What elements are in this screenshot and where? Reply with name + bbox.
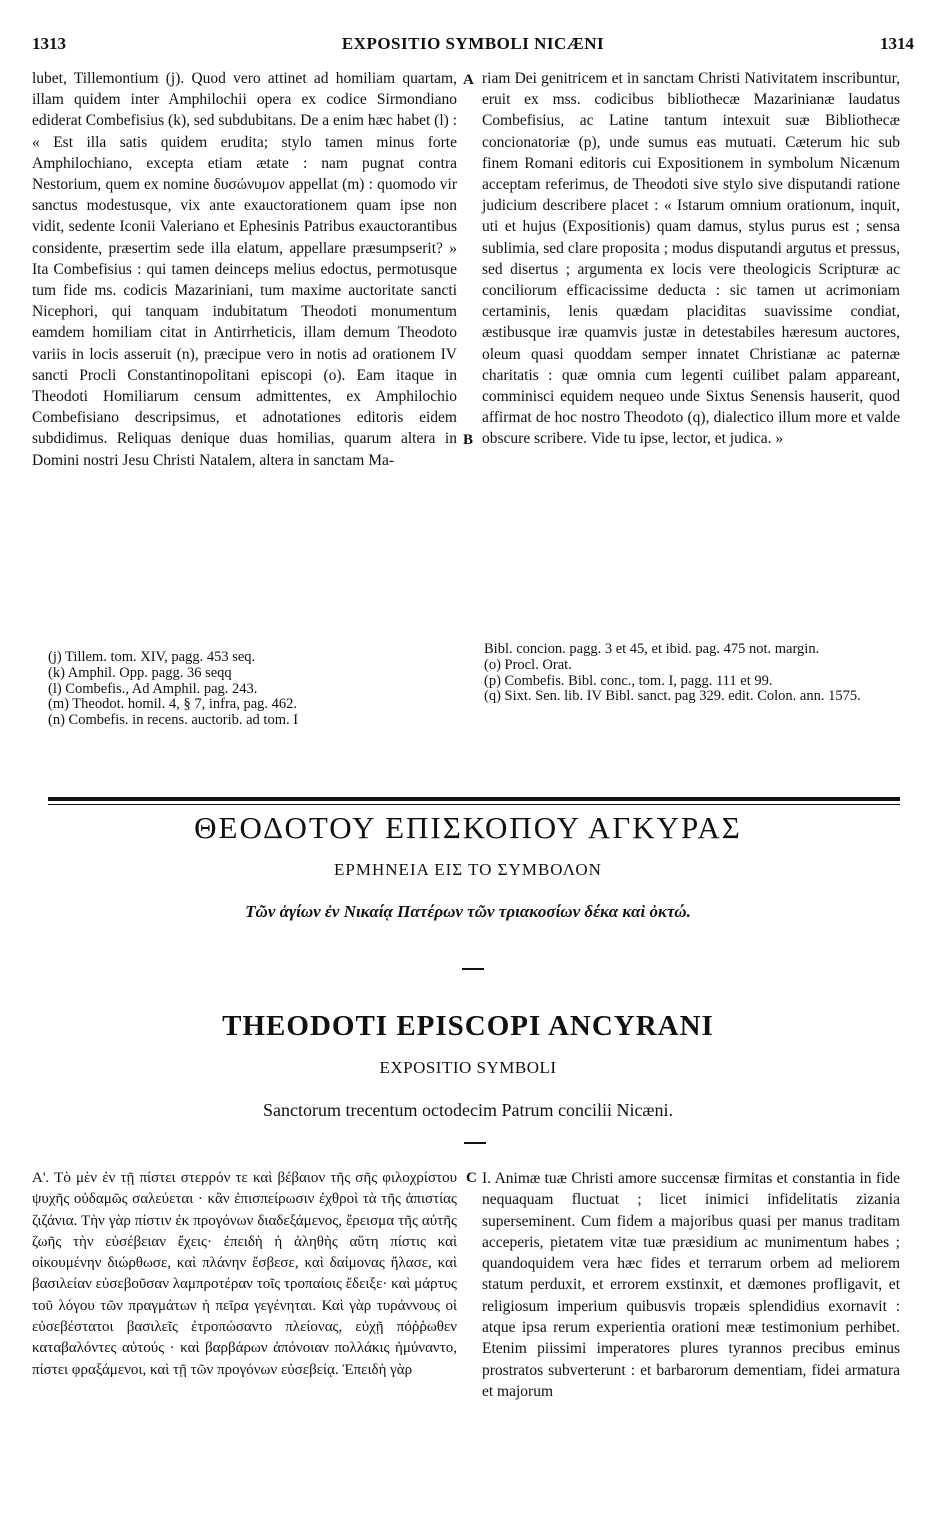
page-number-right: 1314 (880, 34, 914, 53)
footnote-l: (l) Combefis., Ad Amphil. pag. 243. (48, 680, 258, 697)
footnote-q: (q) Sixt. Sen. lib. IV Bibl. sanct. pag 329. edit. Colon. ann. 1575. (484, 688, 861, 705)
margin-letter-b: B (463, 432, 474, 448)
running-title: EXPOSITIO SYMBOLI NICÆNI (341, 34, 605, 53)
latin-paragraph: I. Animæ tuæ Christi amore succensæ firmitas et constantia in fide nequaquam fluctuat ; licet inimici infidelitatis zizania superseminent. Cum fidem a majoribus quasi per manus traditam acceperis, pietatem vitæ tuæ præsidium ac munimentum habes ; quandoquidem vera hæc fides et terrarum orbem ad meliorem statum perduxit, et errorem exstinxit, et dæmones profligavit, et religiosum imperium quibusvis tropæis splendidius exornavit : atque ipsa rerum experientia orationi meæ testimonium perhibet. Etenim piissimi imperatores plures tyrannos precibus eminus prostratos subverterunt : et barbarorum dementiam, fidei armatura et majorum (482, 1170, 900, 1400)
greek-subtitle-2: Τῶν ἁγίων ἐν Νικαίᾳ Πατέρων τῶν τριακοσίων δέκα καὶ ὀκτώ. (245, 902, 691, 921)
footnote-m: (m) Theodot. homil. 4, § 7, infra, pag. 462. (48, 696, 298, 713)
running-header (32, 34, 914, 58)
section-rule-thick (48, 797, 900, 801)
footnote-p: (p) Combefis. Bibl. conc., tom. I, pagg. 111 et 99. (484, 672, 773, 689)
greek-subtitle: ΕΡΜΗΝΕΙΑ ΕΙΣ ΤΟ ΣΥΜΒΟΛΟΝ (334, 860, 602, 879)
section-rule-thin (48, 804, 900, 805)
divider-dash-2 (464, 1142, 486, 1144)
latin-text-column (482, 1168, 900, 1402)
footnote-k: (k) Amphil. Opp. pagg. 36 seqq (48, 664, 232, 681)
greek-title: ΘΕΟΔΟΤΟΥ ΕΠΙΣΚΟΠΟΥ ΑΓΚΥΡΑΣ (194, 810, 742, 845)
margin-letter-c: C (466, 1170, 477, 1186)
footnotes-right (484, 642, 900, 705)
top-right-column (482, 68, 900, 450)
greek-paragraph: Α'. Τὸ μὲν ἐν τῇ πίστει στερρόν τε καὶ βέβαιον τῆς σῆς φιλοχρίστου ψυχῆς οὐδαμῶς σαλεύεται · κἂν ἐπισπείρωσιν ἐχθροὶ τὰ τῆς ἀπιστίας ζιζάνια. Τὴν γὰρ πίστιν ἐκ προγόνων διαδεξάμενος, ἔρεισμα τῆς αὐτῆς ζωῆς τὴν εὐσέβειαν ἔχεις· ἐπειδὴ ἡ ἀληθὴς αὕτη πίστις καὶ οἰκουμένην διώρθωσε, καὶ πλάνην ἔσβεσε, καὶ δαίμονας ἤλασε, καὶ βασιλείαν εὐσεβοῦσαν λαμπροτέραν τοῖς τροπαίοις ἔδειξε· καὶ μάρτυς τοῦ λόγου τῶν πραγμάτων ἡ πεῖρα γεγένηται. Καὶ γὰρ τυράννους οἱ εὐσεβέστατοι βασιλεῖς ἐτροπώσαντο πλείονας, εὐχῇ πόῤῥωθεν καταβαλόντες αὐτούς · καὶ βαρβάρων ἀπόνοιαν πολλάκις ἠμύναντο, πίστει φραξάμενοι, καὶ τῇ τῶν προγόνων εὐσεβείᾳ. Ἐπειδὴ γὰρ (32, 1170, 457, 1378)
page-number-left: 1313 (32, 34, 66, 53)
greek-text-column (32, 1168, 457, 1381)
footnote-n: (n) Combefis. in recens. auctorib. ad tom. I (48, 712, 299, 729)
latin-title: THEODOTI EPISCOPI ANCYRANI (222, 1010, 714, 1042)
margin-letter-a: A (463, 72, 474, 88)
footnote-n-continued: Bibl. concion. pagg. 3 et 45, et ibid. pag. 475 not. margin. (484, 641, 820, 657)
latin-subtitle-2: Sanctorum trecentum octodecim Patrum concilii Nicæni. (263, 1100, 673, 1120)
divider-dash (462, 968, 484, 970)
top-left-column (32, 68, 457, 471)
footnotes-left (48, 650, 458, 729)
top-right-paragraph: riam Dei genitricem et in sanctam Christi Nativitatem inscribuntur, eruit ex mss. codicibus bibliothecæ Mazarinianæ laudatus Combefisius, ac Latine tantum intexuit suæ Bibliothecæ concionatoriæ (p), unde sumus eas mutuati. Cæterum hic sub finem Romani editoris cui Expositionem in symbolum Nicænum acceptam referimus, de Theodoti sive stylo sive disputandi ratione judicium describere placet : « Istarum omnium orationum, inquit, uti et hujus (Expositionis) quam damus, stylus purus est ; sensa sublimia, sed clare proposita ; modus disputandi argutus et pressus, sed disertus ; argumenta ex locis vere theologicis Scripturæ ac conciliorum efficacissime deducta : sic tamen ut acrimoniam certaminis, lenis quædam placiditas suavissime condiat, æstibusque iræ quamvis justæ in detestabiles hæresum auctores, oleum quasi quoddam semper innatet Christianæ ac paternæ charitatis : quæ omnia cum legenti cuilibet palam appareant, comminisci equidem nequeo unde Sixtus Senensis hauserit, quod affirmat de hoc nostro Theodoto (q), dialectico illum more et valde obscure scribere. Vide tu ipse, lector, et judica. » (482, 70, 900, 448)
latin-subtitle: EXPOSITIO SYMBOLI (379, 1058, 557, 1077)
top-left-paragraph: lubet, Tillemontium (j). Quod vero attinet ad homiliam quartam, illam quidem inter Amphilochii opera ex codice Sirmondiano ediderat Combefisius (k), sed subdubitans. De a enim hæc habet (l) : « Est illa satis quidem erudita; stylo tamen minus forte Amphilochiano, excepta etiam ætate : nam pugnat contra Nestorium, quem ex nomine δυσώνυμον appellat (m) : quomodo vir sanctus modestusque, vix ante exauctorationem quam ipse non vidit, sedente Iconii Valeriano et Ephesinis Patribus exauctorantibus considente, præsertim sede illa elatum, appellare præsumpserit? » Ita Combefisius : qui tamen deinceps melius edoctus, permotusque tum fide ms. codicis Mazariniani, tum maxime auctoritate sancti Nicephori, qui tanquam indubitatum Theodoti monumentum eamdem homiliam citat in Antirrheticis, illam demum Theodoto variis in locis asseruit (n), præcipue vero in notis ad orationem IV sancti Procli Constantinopolitani episcopi (o). Eam itaque in Theodoti Homiliarum censum admittentes, ex Amphilochio Combefisiano descripsimus, et adnotationes editoris eidem subdidimus. Reliquas denique duas homilias, quarum altera in Domini nostri Jesu Christi Natalem, altera in sanctam Ma- (32, 70, 457, 469)
footnote-o: (o) Procl. Orat. (484, 656, 572, 673)
footnote-j: (j) Tillem. tom. XIV, pagg. 453 seq. (48, 649, 256, 665)
